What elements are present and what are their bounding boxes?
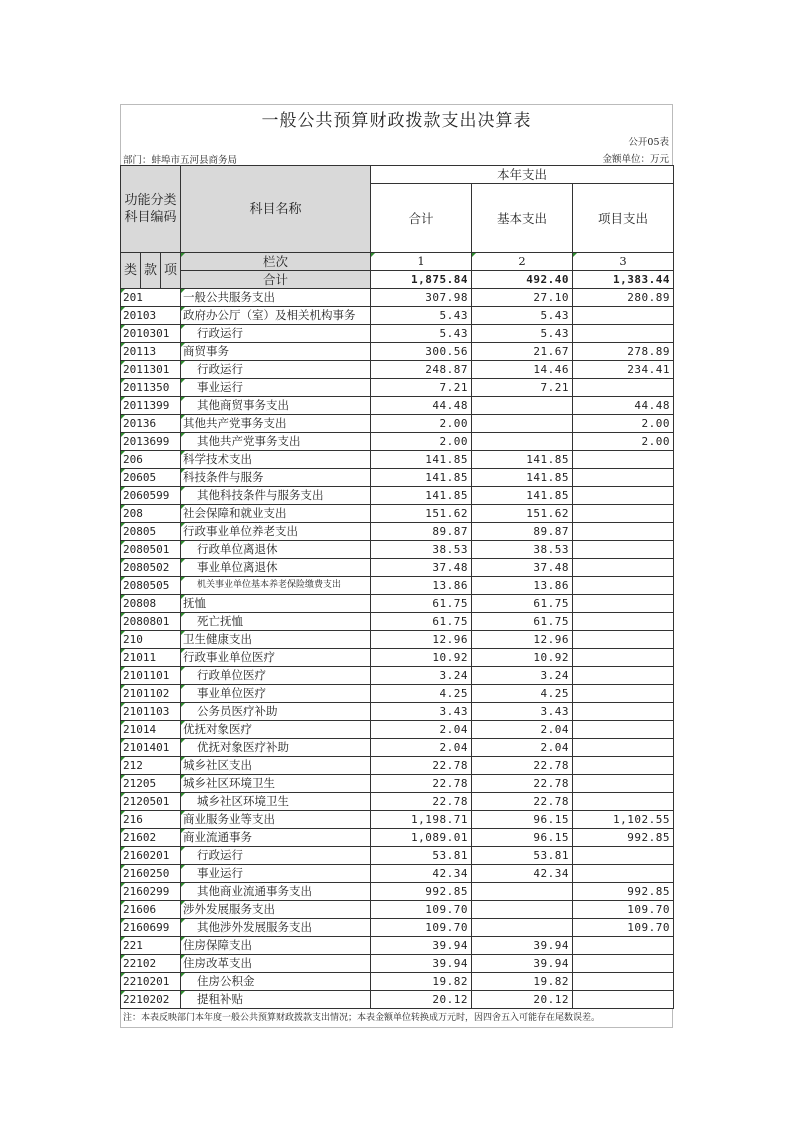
row-project [573,631,674,649]
total-header: 合计 [371,184,472,253]
row-subject-name: 城乡社区支出 [181,757,371,775]
row-subject-name: 商业流通事务 [181,829,371,847]
row-project [573,685,674,703]
row-project [573,505,674,523]
sum-project: 1,383.44 [573,271,674,289]
row-subject-name: 其他商贸事务支出 [181,397,371,415]
row-basic: 19.82 [472,973,573,991]
row-basic: 53.81 [472,847,573,865]
row-subject-name: 提租补贴 [181,991,371,1009]
row-total: 19.82 [371,973,472,991]
table-row [121,397,674,415]
lei-header: 类 [121,253,141,289]
row-code: 20113 [121,343,181,361]
row-project [573,595,674,613]
row-basic: 89.87 [472,523,573,541]
report-page [120,104,673,1028]
row-project: 278.89 [573,343,674,361]
row-subject-name: 住房保障支出 [181,937,371,955]
row-code: 21011 [121,649,181,667]
table-row [121,325,674,343]
table-row [121,937,674,955]
row-subject-name: 卫生健康支出 [181,631,371,649]
row-basic [472,433,573,451]
table-row [121,721,674,739]
row-code: 210 [121,631,181,649]
row-code: 20136 [121,415,181,433]
row-code: 21014 [121,721,181,739]
row-basic [472,397,573,415]
row-project [573,703,674,721]
row-subject-name: 涉外发展服务支出 [181,901,371,919]
row-project: 1,102.55 [573,811,674,829]
row-total: 7.21 [371,379,472,397]
row-subject-name: 城乡社区环境卫生 [181,793,371,811]
table-row [121,577,674,595]
report-title: 一般公共预算财政拨款支出决算表 [120,104,673,131]
form-code-row [120,131,673,148]
row-total: 109.70 [371,919,472,937]
table-row [121,613,674,631]
row-total: 22.78 [371,793,472,811]
project-header: 项目支出 [573,184,674,253]
row-subject-name: 科技条件与服务 [181,469,371,487]
table-row [121,289,674,307]
row-basic: 7.21 [472,379,573,397]
table-row [121,847,674,865]
row-subject-name: 行政运行 [181,361,371,379]
row-total: 20.12 [371,991,472,1009]
table-row [121,451,674,469]
row-code: 2080505 [121,577,181,595]
table-row [121,487,674,505]
row-basic: 3.24 [472,667,573,685]
row-project [573,955,674,973]
row-project: 109.70 [573,901,674,919]
row-subject-name: 事业单位医疗 [181,685,371,703]
row-code: 2101102 [121,685,181,703]
row-basic: 12.96 [472,631,573,649]
row-subject-name: 其他科技条件与服务支出 [181,487,371,505]
table-row [121,559,674,577]
basic-header: 基本支出 [472,184,573,253]
table-row [121,469,674,487]
row-project: 44.48 [573,397,674,415]
row-total: 1,198.71 [371,811,472,829]
row-total: 44.48 [371,397,472,415]
row-total: 5.43 [371,307,472,325]
row-project [573,847,674,865]
row-basic: 4.25 [472,685,573,703]
table-row [121,739,674,757]
row-subject-name: 其他商业流通事务支出 [181,883,371,901]
row-code: 20103 [121,307,181,325]
row-project [573,541,674,559]
row-code: 2011350 [121,379,181,397]
row-subject-name: 优抚对象医疗补助 [181,739,371,757]
table-row [121,775,674,793]
department-label: 部门：蚌埠市五河县商务局 [123,155,238,166]
row-basic: 5.43 [472,307,573,325]
row-code: 221 [121,937,181,955]
col1-number: 1 [371,253,472,271]
row-total: 248.87 [371,361,472,379]
row-code: 20605 [121,469,181,487]
row-code: 2160250 [121,865,181,883]
row-subject-name: 其他共产党事务支出 [181,415,371,433]
row-basic: 2.04 [472,721,573,739]
table-row [121,649,674,667]
table-row [121,757,674,775]
row-basic: 39.94 [472,937,573,955]
row-subject-name: 住房公积金 [181,973,371,991]
row-basic: 61.75 [472,595,573,613]
table-row [121,505,674,523]
row-subject-name: 公务员医疗补助 [181,703,371,721]
row-basic: 14.46 [472,361,573,379]
row-subject-name: 行政运行 [181,325,371,343]
row-total: 12.96 [371,631,472,649]
row-project [573,973,674,991]
row-basic: 37.48 [472,559,573,577]
row-subject-name: 住房改革支出 [181,955,371,973]
row-code: 20805 [121,523,181,541]
row-project: 992.85 [573,883,674,901]
row-basic: 38.53 [472,541,573,559]
row-basic: 96.15 [472,829,573,847]
row-basic: 141.85 [472,487,573,505]
row-basic: 141.85 [472,451,573,469]
row-basic: 21.67 [472,343,573,361]
table-row [121,379,674,397]
department-row [120,148,673,165]
row-code: 2080801 [121,613,181,631]
row-project: 2.00 [573,415,674,433]
table-row [121,595,674,613]
row-project [573,325,674,343]
row-subject-name: 行政事业单位养老支出 [181,523,371,541]
table-row [121,829,674,847]
row-project [573,775,674,793]
row-project [573,451,674,469]
row-basic: 22.78 [472,757,573,775]
row-project [573,613,674,631]
row-project [573,757,674,775]
row-total: 141.85 [371,469,472,487]
sum-basic: 492.40 [472,271,573,289]
row-basic: 13.86 [472,577,573,595]
row-code: 20808 [121,595,181,613]
table-row [121,523,674,541]
row-code: 2013699 [121,433,181,451]
row-basic [472,883,573,901]
row-subject-name: 政府办公厅（室）及相关机构事务 [181,307,371,325]
row-basic: 5.43 [472,325,573,343]
row-basic: 22.78 [472,775,573,793]
row-code: 206 [121,451,181,469]
row-total: 10.92 [371,649,472,667]
row-subject-name: 科学技术支出 [181,451,371,469]
row-total: 992.85 [371,883,472,901]
row-basic: 27.10 [472,289,573,307]
row-basic: 20.12 [472,991,573,1009]
row-project: 992.85 [573,829,674,847]
row-code: 2101401 [121,739,181,757]
table-row [121,865,674,883]
table-row [121,901,674,919]
table-row [121,919,674,937]
row-subject-name: 商业服务业等支出 [181,811,371,829]
table-body [121,289,674,1009]
row-basic [472,919,573,937]
sum-label: 合计 [181,271,371,289]
table-row [121,811,674,829]
row-project [573,649,674,667]
row-total: 37.48 [371,559,472,577]
unit-label: 金额单位：万元 [602,154,669,165]
row-total: 3.24 [371,667,472,685]
table-row [121,343,674,361]
row-subject-name: 死亡抚恤 [181,613,371,631]
row-project [573,307,674,325]
row-code: 2160699 [121,919,181,937]
row-project: 109.70 [573,919,674,937]
form-code: 公开05表 [628,137,669,148]
current-year-header: 本年支出 [371,166,674,184]
row-code: 2210202 [121,991,181,1009]
row-subject-name: 其他共产党事务支出 [181,433,371,451]
row-total: 61.75 [371,613,472,631]
row-basic: 151.62 [472,505,573,523]
row-basic [472,415,573,433]
subject-name-header: 科目名称 [181,166,371,253]
row-subject-name: 行政运行 [181,847,371,865]
row-total: 53.81 [371,847,472,865]
row-project [573,865,674,883]
row-basic: 22.78 [472,793,573,811]
row-basic [472,901,573,919]
row-project [573,559,674,577]
row-basic: 10.92 [472,649,573,667]
row-project [573,469,674,487]
kuan-header: 款 [141,253,161,289]
table-row [121,793,674,811]
row-code: 2080502 [121,559,181,577]
table-row [121,433,674,451]
row-basic: 61.75 [472,613,573,631]
table-row [121,703,674,721]
row-code: 208 [121,505,181,523]
row-project [573,721,674,739]
row-code: 212 [121,757,181,775]
row-total: 141.85 [371,451,472,469]
row-basic: 42.34 [472,865,573,883]
row-basic: 141.85 [472,469,573,487]
row-basic: 39.94 [472,955,573,973]
table-note: 注：本表反映部门本年度一般公共预算财政拨款支出情况；本表金额单位转换成万元时，因四舍五入可能存在尾数误差。 [120,1009,673,1028]
row-project [573,937,674,955]
row-project: 2.00 [573,433,674,451]
row-total: 22.78 [371,775,472,793]
row-subject-name: 行政单位离退休 [181,541,371,559]
row-total: 151.62 [371,505,472,523]
table-row [121,883,674,901]
sum-total: 1,875.84 [371,271,472,289]
table-row [121,361,674,379]
row-total: 5.43 [371,325,472,343]
row-total: 2.04 [371,721,472,739]
xiang-header: 项 [161,253,181,289]
row-code: 2010301 [121,325,181,343]
table-row [121,991,674,1009]
row-project [573,577,674,595]
row-subject-name: 事业运行 [181,865,371,883]
table-row [121,685,674,703]
row-project: 234.41 [573,361,674,379]
row-total: 22.78 [371,757,472,775]
row-code: 2080501 [121,541,181,559]
row-code: 2060599 [121,487,181,505]
row-subject-name: 社会保障和就业支出 [181,505,371,523]
table-row [121,955,674,973]
table-row [121,667,674,685]
row-total: 3.43 [371,703,472,721]
row-subject-name: 机关事业单位基本养老保险缴费支出 [181,577,371,595]
row-basic: 3.43 [472,703,573,721]
row-total: 2.00 [371,433,472,451]
row-subject-name: 其他涉外发展服务支出 [181,919,371,937]
row-total: 39.94 [371,937,472,955]
row-project [573,379,674,397]
row-subject-name: 事业运行 [181,379,371,397]
row-subject-name: 一般公共服务支出 [181,289,371,307]
row-project [573,991,674,1009]
row-basic: 96.15 [472,811,573,829]
row-total: 42.34 [371,865,472,883]
row-total: 2.04 [371,739,472,757]
table-row [121,631,674,649]
row-total: 89.87 [371,523,472,541]
row-total: 4.25 [371,685,472,703]
row-code: 2101103 [121,703,181,721]
row-project [573,793,674,811]
row-code: 22102 [121,955,181,973]
row-total: 39.94 [371,955,472,973]
row-total: 1,089.01 [371,829,472,847]
row-code: 201 [121,289,181,307]
row-code: 21602 [121,829,181,847]
row-subject-name: 行政单位医疗 [181,667,371,685]
row-code: 2210201 [121,973,181,991]
row-subject-name: 商贸事务 [181,343,371,361]
row-project [573,487,674,505]
row-project [573,667,674,685]
row-code: 2101101 [121,667,181,685]
row-project [573,523,674,541]
row-code: 216 [121,811,181,829]
row-total: 300.56 [371,343,472,361]
row-subject-name: 事业单位离退休 [181,559,371,577]
func-class-header: 功能分类科目编码 [121,166,181,253]
row-total: 109.70 [371,901,472,919]
row-project [573,739,674,757]
row-project: 280.89 [573,289,674,307]
row-code: 21205 [121,775,181,793]
row-subject-name: 优抚对象医疗 [181,721,371,739]
row-code: 2160299 [121,883,181,901]
table-row [121,415,674,433]
row-total: 61.75 [371,595,472,613]
table-row [121,541,674,559]
col3-number: 3 [573,253,674,271]
col2-number: 2 [472,253,573,271]
row-basic: 2.04 [472,739,573,757]
row-subject-name: 城乡社区环境卫生 [181,775,371,793]
row-code: 2011301 [121,361,181,379]
row-total: 38.53 [371,541,472,559]
row-code: 21606 [121,901,181,919]
table-row [121,973,674,991]
row-total: 141.85 [371,487,472,505]
row-total: 307.98 [371,289,472,307]
table-row [121,307,674,325]
row-total: 13.86 [371,577,472,595]
row-total: 2.00 [371,415,472,433]
row-code: 2120501 [121,793,181,811]
expenditure-table [120,165,674,1009]
row-code: 2160201 [121,847,181,865]
row-subject-name: 抚恤 [181,595,371,613]
row-subject-name: 行政事业单位医疗 [181,649,371,667]
row-code: 2011399 [121,397,181,415]
column-no-label: 栏次 [181,253,371,271]
